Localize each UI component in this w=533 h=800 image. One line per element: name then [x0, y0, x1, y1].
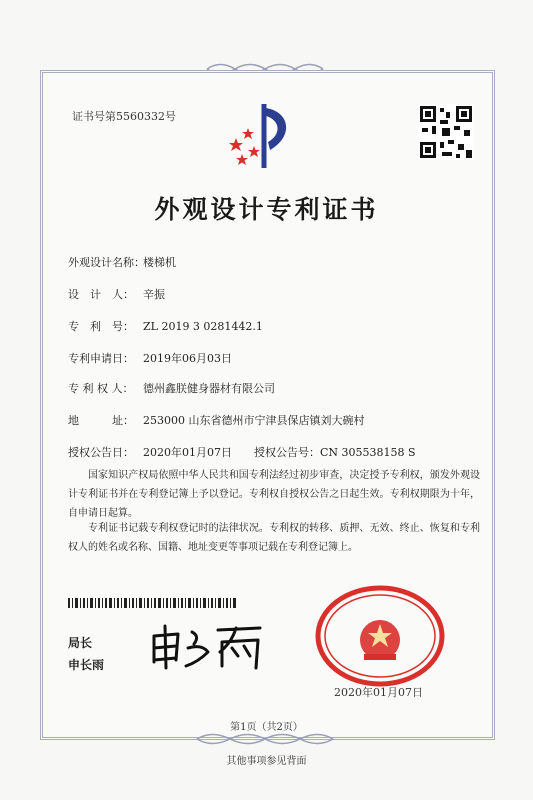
- field-label: 专利申请日：: [68, 352, 134, 365]
- field-address: [68, 412, 365, 428]
- field-design-name: [68, 254, 176, 270]
- bottom-ornament: [195, 730, 335, 748]
- grant-statement-paragraph: 国家知识产权局依照中华人民共和国专利法经过初步审查，决定授予专利权，颁发外观设计专利证书并在专利登记簿上予以登记。专利权自授权公告之日起生效。专利权期限为十年，自申请日起算。: [68, 470, 480, 519]
- field-value: 253000 山东省德州市宁津县保店镇刘大碗村: [143, 414, 365, 427]
- field-patentee: [68, 380, 275, 396]
- field-grant-date: [68, 444, 416, 460]
- field-label: 外观设计名称：: [68, 256, 145, 269]
- field-designer: [68, 286, 165, 302]
- footer-note: 其他事项参见背面: [226, 756, 307, 767]
- legal-status-paragraph: 专利证书记载专利权登记时的法律状况。专利权的转移、质押、无效、终止、恢复和专利权人的姓名或名称、国籍、地址变更等事项记载在专利登记簿上。: [68, 523, 480, 553]
- field-patent-number: [68, 318, 263, 334]
- field-value: 辛振: [143, 288, 165, 301]
- seal-date: 2020年01月07日: [334, 686, 423, 699]
- field-label: 专 利 权 人：: [68, 382, 134, 395]
- field-value: 楼梯机: [143, 256, 176, 269]
- field-application-date: [68, 350, 232, 366]
- field-value: 2020年01月07日 授权公告号：CN 305538158 S: [143, 446, 416, 459]
- official-seal-icon: [314, 584, 446, 688]
- signatory-name: 申长雨: [68, 658, 105, 672]
- barcode-icon: [68, 598, 238, 608]
- field-value: 2019年06月03日: [143, 352, 232, 365]
- field-value: ZL 2019 3 0281442.1: [143, 320, 263, 333]
- field-label: 专 利 号：: [68, 320, 134, 333]
- field-label: 地 址：: [68, 414, 134, 427]
- certificate-number: 证书号第5560332号: [72, 110, 176, 123]
- cnipa-logo-icon: [228, 98, 298, 170]
- qr-code-icon: [418, 104, 474, 160]
- field-label: 授权公告日：: [68, 446, 134, 459]
- certificate-title: 外观设计专利证书: [154, 195, 379, 224]
- handwritten-signature: [148, 622, 268, 672]
- field-label: 设 计 人：: [68, 288, 134, 301]
- signatory-title: 局长: [68, 636, 93, 650]
- field-value: 德州鑫朕健身器材有限公司: [143, 382, 275, 395]
- page-number: 第1页（共2页）: [230, 722, 303, 733]
